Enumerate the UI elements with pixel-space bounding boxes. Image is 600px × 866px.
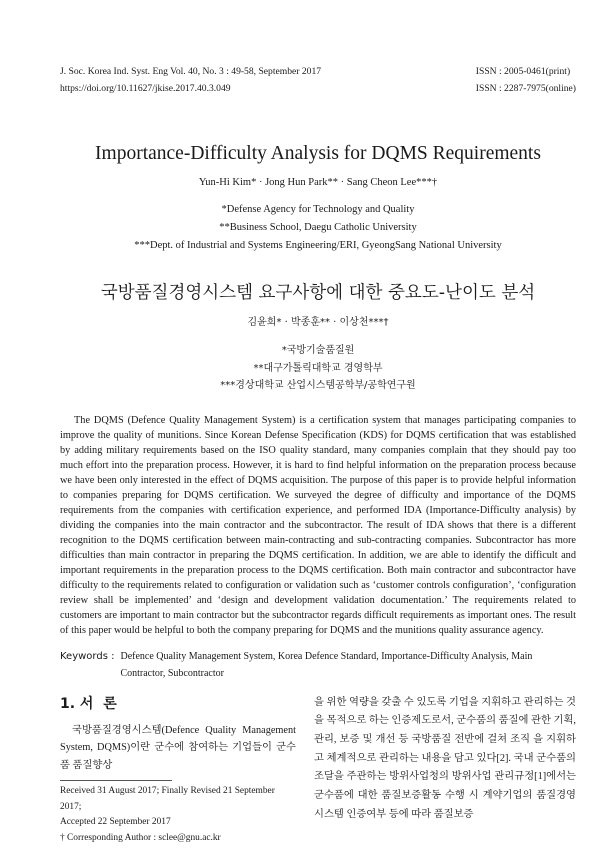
- left-column: [60, 694, 296, 847]
- body-line: 기획, 관리, 보증 및 개선 등 국방품질 전반에 걸쳐 조직: [314, 715, 576, 745]
- korean-author-list: 김윤희* · 박종훈** · 이상천***†: [247, 317, 389, 328]
- doi-link[interactable]: https://doi.org/10.11627/jkise.2017.40.3.049: [60, 83, 231, 94]
- affiliations: [60, 201, 576, 255]
- abstract-line: and subcontractor have difficulty to the requirements related to configuration or validation such as ‘customer controls configuration’,: [60, 564, 576, 591]
- korean-title: 국방품질경영시스템 요구사항에 대한 중요도-난이도 분석: [100, 283, 536, 303]
- abstract-line: companies. Subcontractor has more difficulties than main contractor in preparing the DQMS certification. In addition, we are: [60, 534, 577, 561]
- abstract-line: process. However, it is hard to find helpful information on the preparation process because we have been only interested in: [60, 459, 576, 486]
- body-line: 을 위한 역량을 갖출 수 있도록 기업을 지휘하고 관리하는: [314, 696, 564, 708]
- paper-title: Importance-Difficulty Analysis for DQMS Requirements: [95, 143, 541, 164]
- affiliation: *Defense Agency for Technology and Quality: [221, 204, 415, 215]
- korean-affiliations: [60, 342, 576, 395]
- corresponding-author: † Corresponding Author : sclee@gnu.ac.kr: [60, 832, 221, 843]
- abstract-line: certification. We surveyed the degree of difficulty and importance of the DQMS requirements from the companies with certification: [60, 489, 576, 516]
- abstract-line: The result of IDA shows that there is a different recognition to the DQMS certification between main-contracting and sub-contracting: [60, 519, 577, 546]
- body-line: 국내 군수품의 조달을 주관하는 방위사업청의 방위사업: [314, 752, 576, 783]
- body-line: 것을 목적으로 하는 인증제도로서, 군수품의 품질에 관한: [314, 696, 576, 727]
- korean-affiliation: ***경상대학교 산업시스템공학부/공학연구원: [220, 380, 416, 391]
- issn-block: [476, 63, 576, 97]
- affiliation: **Business School, Daegu Catholic University: [219, 222, 417, 233]
- issn-print: ISSN : 2005-0461(print): [475, 66, 571, 77]
- keywords-label: Keywords :: [60, 650, 115, 662]
- footnotes: [60, 784, 296, 846]
- left-column-text: [60, 722, 296, 775]
- abstract-line: of this paper would be helpful to both the company preparing for DQMS and the munitions quality assurance agency.: [60, 624, 544, 636]
- footnote-divider: [60, 780, 172, 781]
- abstract-line: able to identify the difficult and important requirements in the preparation process to the DQMS certification. Both main contractor: [60, 549, 576, 576]
- korean-affiliation: *국방기술품질원: [281, 345, 355, 356]
- body-line: 을 지휘하고 체계적으로 관리하는 내용을 담고 있다[2].: [314, 733, 577, 764]
- body-line: 관리규정[1]에서는 군수품에 대한 품질보증활동 수행 시: [314, 771, 576, 802]
- abstract-line: to customers are important to main contractor but the subcontractor regards difficult requirements as important ones. The result: [60, 594, 576, 621]
- body-line: 계약기업의 품질경영시스템 인증여부 등에 따라 품질보증: [314, 790, 577, 820]
- two-column-body: [60, 694, 576, 847]
- journal-citation-block: [60, 63, 321, 97]
- abstract-line: experience, and performed IDA (Importance-Difficulty analysis) by dividing the companies into the main contractor and the subcontractor.: [60, 504, 576, 531]
- running-header: [60, 63, 576, 97]
- section-heading: 1. 서 론: [60, 695, 117, 712]
- issn-online: ISSN : 2287-7975(online): [475, 83, 576, 94]
- body-line: DQMS)이란 군수에 참여하는 기업들이 군수품 품질향상: [60, 742, 296, 771]
- received-date: Received 31 August 2017; Finally Revised 21 September 2017;: [60, 786, 275, 812]
- abstract-line: the effect of DQMS acquisition. The purpose of this paper is to provide helpful information to companies preparing for DQMS: [60, 474, 577, 501]
- journal-citation: J. Soc. Korea Ind. Syst. Eng Vol. 40, No. 3 : 49-58, September 2017: [60, 66, 322, 77]
- affiliation: ***Dept. of Industrial and Systems Engineering/ERI, GyeongSang National University: [134, 240, 502, 251]
- abstract-line: The DQMS (Defence Quality Management System) is a certification system that manages participating companies to improve: [60, 414, 576, 441]
- right-column-text: [314, 694, 576, 847]
- abstract: [60, 413, 576, 638]
- korean-affiliation: **대구가톨릭대학교 경영학부: [253, 362, 383, 374]
- abstract-line: the quality of munitions. Since Korean Defense Specification (KDS) for DQMS certification that was established by adding military: [60, 429, 576, 456]
- author-list: Yun-Hi Kim* · Jong Hun Park** · Sang Cheon Lee***†: [198, 177, 438, 188]
- abstract-line: requirements based on the ISO quality standard, many companies complain that they should pay too much effort into the preparation: [60, 444, 576, 471]
- keywords: [60, 648, 576, 682]
- accepted-date: Accepted 22 September 2017: [60, 817, 171, 827]
- keywords-text: Defence Quality Management System, Korea Defence Standard, Importance-Difficulty Analysis, Main Contractor, Subcontractor: [120, 650, 533, 679]
- body-line: 국방품질경영시스템(Defence Quality Management System,: [60, 724, 296, 753]
- abstract-line: ‘configuration review shall be implemented’ and ‘design and development validation documentation.’ The requirements related: [60, 579, 576, 606]
